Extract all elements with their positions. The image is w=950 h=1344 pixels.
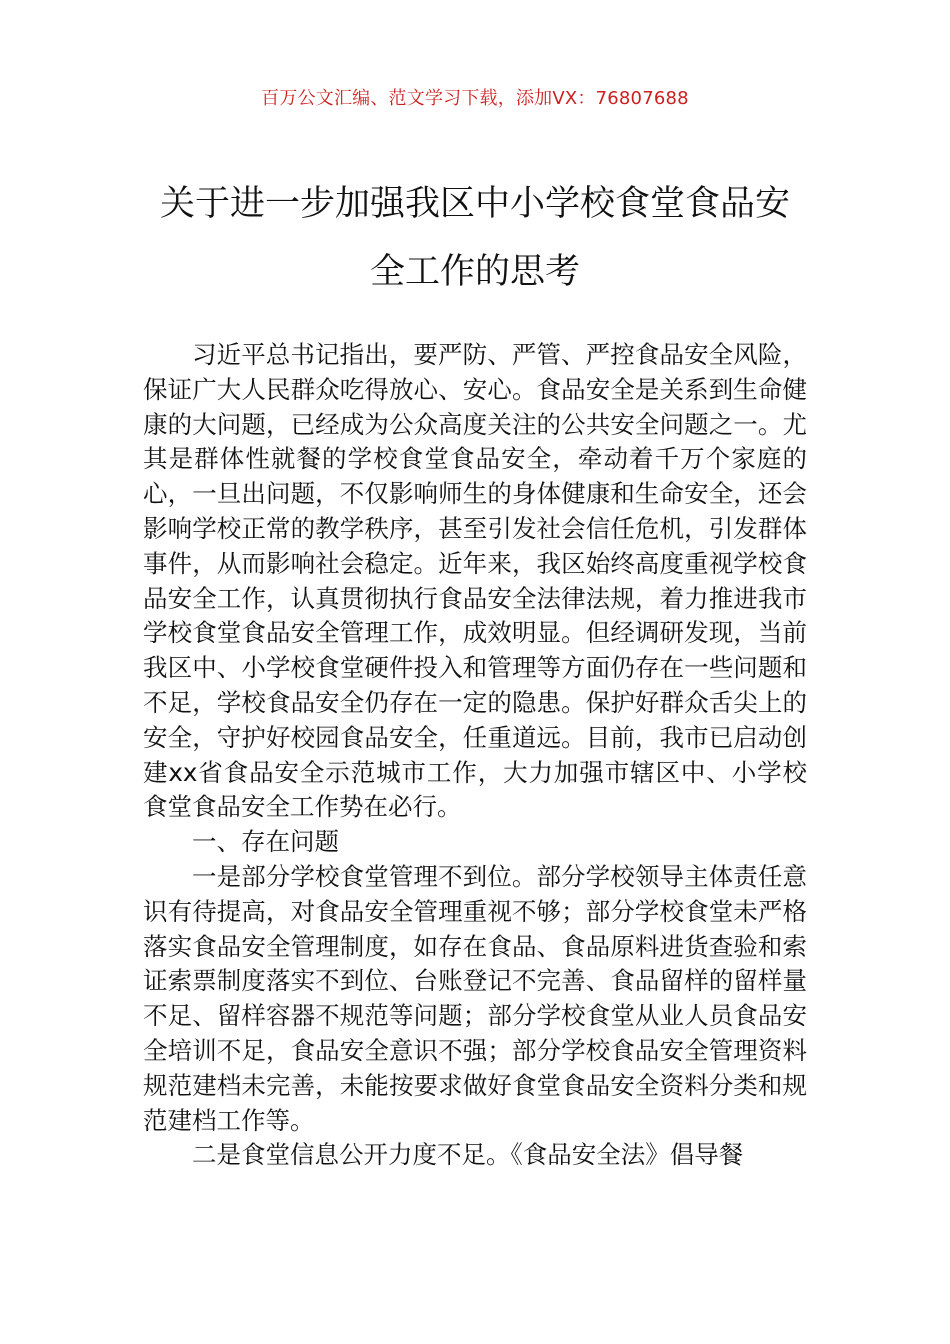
document-body [143, 338, 807, 1173]
document-title: 关于进一步加强我区中小学校食堂食品安全工作的思考 [159, 184, 790, 292]
problem-paragraph-1: 一是部分学校食堂管理不到位。部分学校领导主体责任意识有待提高，对食品安全管理重视不够；部分学校食堂未严格落实食品安全管理制度，如存在食品、食品原料进货查验和索证索票制度落实不到位、台账登记不完善、食品留样的留样量不足、留样容器不规范等问题；部分学校食堂从业人员食品安全培训不足，食品安全意识不强；部分学校食品安全管理资料规范建档未完善，未能按要求做好食堂食品安全资料分类和规范建档工作等。 [143, 861, 807, 1135]
problem-paragraph-2: 二是食堂信息公开力度不足。《食品安全法》倡导餐 [192, 1140, 744, 1170]
section-heading: 一、存在问题 [192, 827, 339, 857]
contact-banner: 百万公文汇编、范文学习下载，添加VX：76807688 [261, 88, 689, 109]
intro-paragraph: 习近平总书记指出，要严防、严管、严控食品安全风险，保证广大人民群众吃得放心、安心。食品安全是关系到生命健康的大问题，已经成为公众高度关注的公共安全问题之一。尤其是群体性就餐的学校食堂食品安全，牵动着千万个家庭的心，一旦出问题，不仅影响师生的身体健康和生命安全，还会影响学校正常的教学秩序，甚至引发社会信任危机，引发群体事件，从而影响社会稳定。近年来，我区始终高度重视学校食品安全工作，认真贯彻执行食品安全法律法规，着力推进我市学校食堂食品安全管理工作，成效明显。但经调研发现，当前我区中、小学校食堂硬件投入和管理等方面仍存在一些问题和不足，学校食品安全仍存在一定的隐患。保护好群众舌尖上的安全，守护好校园食品安全，任重道远。目前，我市已启动创建xx省食品安全示范城市工作，大力加强市辖区中、小学校食堂食品安全工作势在必行。 [143, 340, 807, 822]
